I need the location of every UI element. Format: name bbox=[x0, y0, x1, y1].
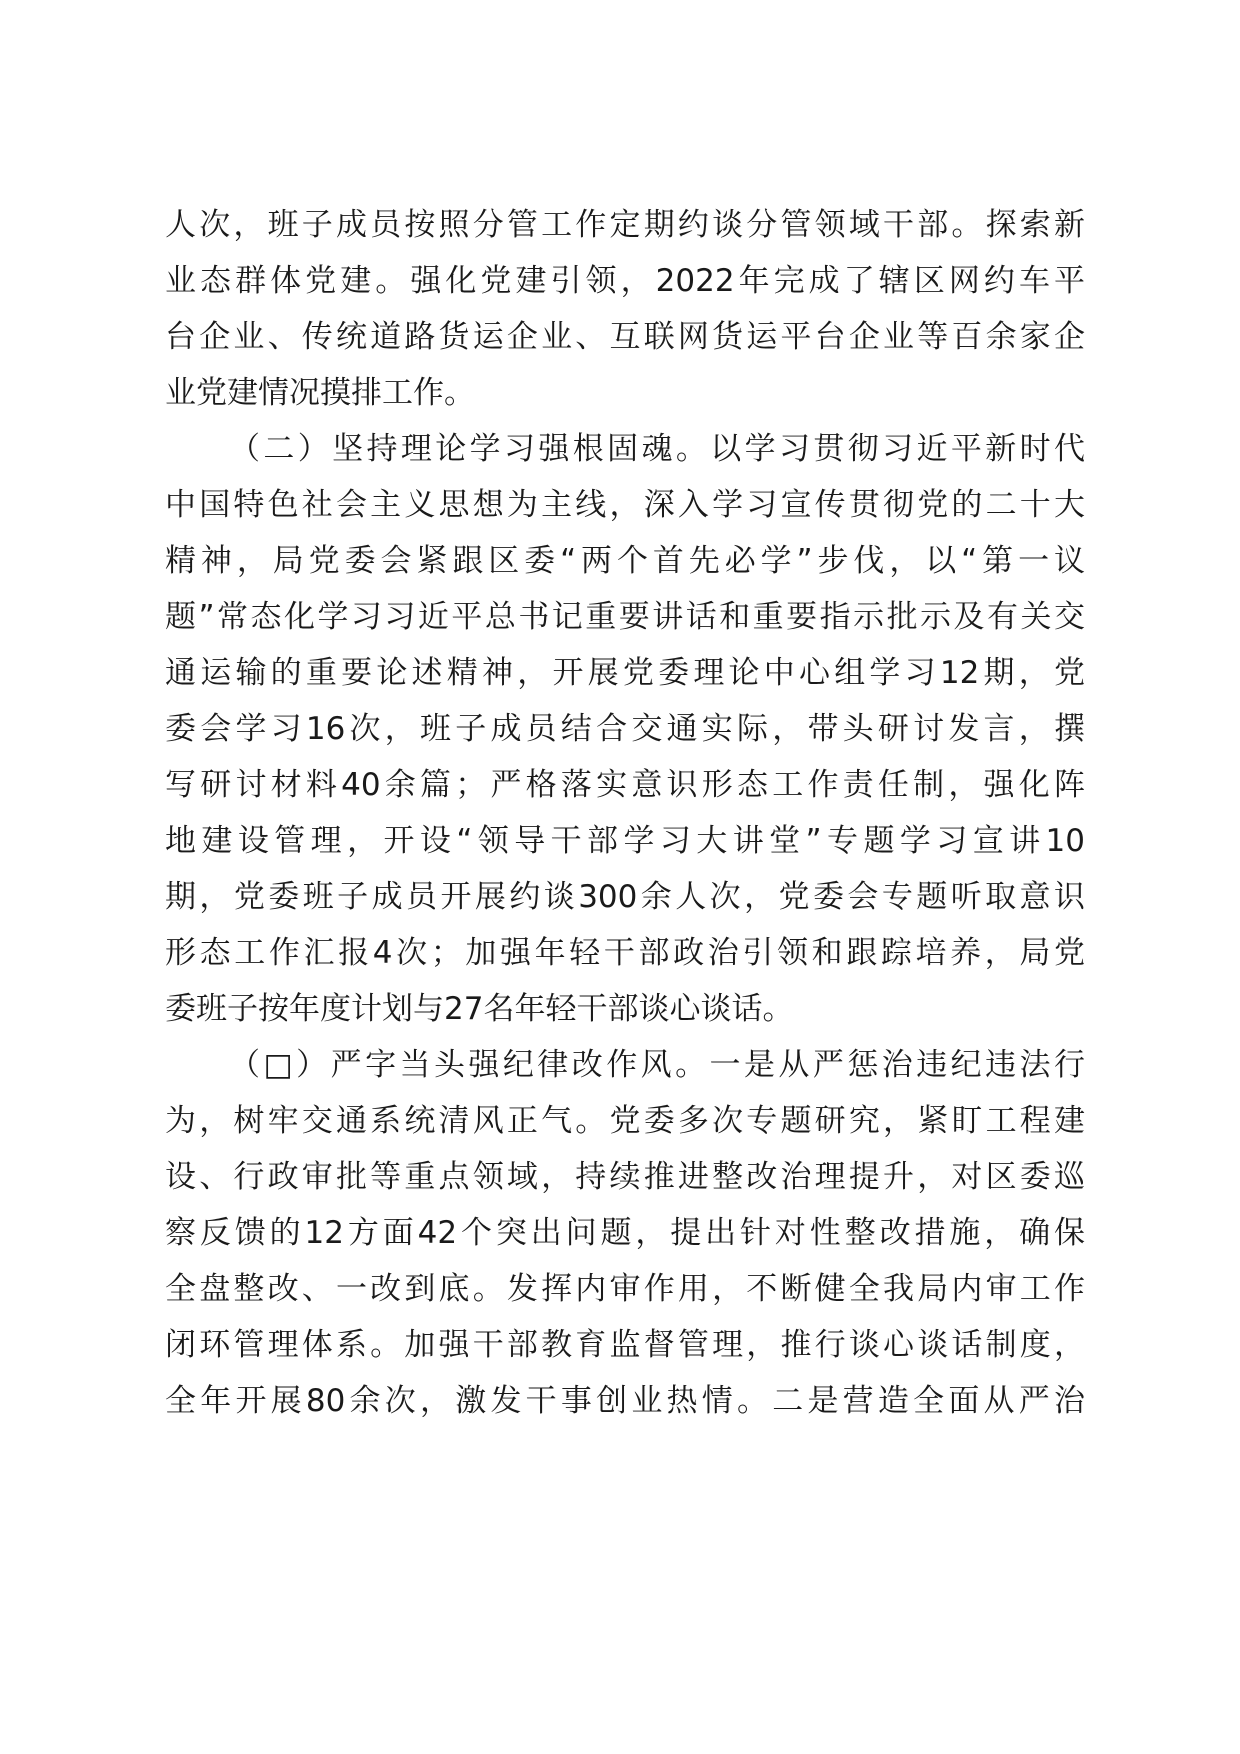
paragraph-line: 人次，班子成员按照分管工作定期约谈分管领域干部。探索新 bbox=[165, 207, 1085, 243]
section-heading-line: （□）严字当头强纪律改作风。一是从严惩治违纪违法行 bbox=[229, 1047, 1085, 1083]
paragraph-line: 为，树牢交通系统清风正气。党委多次专题研究，紧盯工程建 bbox=[165, 1103, 1085, 1139]
paragraph-line: 业党建情况摸排工作。 bbox=[165, 375, 475, 411]
paragraph-line: 委班子按年度计划与27名年轻干部谈心谈话。 bbox=[165, 991, 794, 1027]
paragraph-line: 设、行政审批等重点领域，持续推进整改治理提升，对区委巡 bbox=[165, 1159, 1085, 1195]
paragraph-line: 写研讨材料40余篇；严格落实意识形态工作责任制，强化阵 bbox=[165, 767, 1085, 803]
paragraph-line: 委会学习16次，班子成员结合交通实际，带头研讨发言，撰 bbox=[165, 711, 1085, 747]
paragraph-line: 全盘整改、一改到底。发挥内审作用，不断健全我局内审工作 bbox=[165, 1271, 1085, 1307]
paragraph-line: 察反馈的12方面42个突出问题，提出针对性整改措施，确保 bbox=[165, 1215, 1085, 1251]
paragraph-line: 业态群体党建。强化党建引领，2022年完成了辖区网约车平 bbox=[165, 263, 1085, 299]
paragraph-line: 全年开展80余次，激发干事创业热情。二是营造全面从严治 bbox=[165, 1383, 1085, 1419]
paragraph-line: 形态工作汇报4次；加强年轻干部政治引领和跟踪培养，局党 bbox=[165, 935, 1085, 971]
paragraph-line: 地建设管理，开设“领导干部学习大讲堂”专题学习宣讲10 bbox=[165, 823, 1085, 859]
paragraph-line: 中国特色社会主义思想为主线，深入学习宣传贯彻党的二十大 bbox=[165, 487, 1085, 523]
paragraph-line: 精神，局党委会紧跟区委“两个首先必学”步伐，以“第一议 bbox=[165, 543, 1085, 579]
paragraph-line: 闭环管理体系。加强干部教育监督管理，推行谈心谈话制度， bbox=[165, 1327, 1085, 1363]
paragraph-line: 期，党委班子成员开展约谈300余人次，党委会专题听取意识 bbox=[165, 879, 1085, 915]
paragraph-line: 题”常态化学习习近平总书记重要讲话和重要指示批示及有关交 bbox=[165, 599, 1085, 635]
paragraph-line: 台企业、传统道路货运企业、互联网货运平台企业等百余家企 bbox=[165, 319, 1085, 355]
section-heading-line: （二）坚持理论学习强根固魂。以学习贯彻习近平新时代 bbox=[229, 431, 1085, 467]
paragraph-line: 通运输的重要论述精神，开展党委理论中心组学习12期，党 bbox=[165, 655, 1085, 691]
